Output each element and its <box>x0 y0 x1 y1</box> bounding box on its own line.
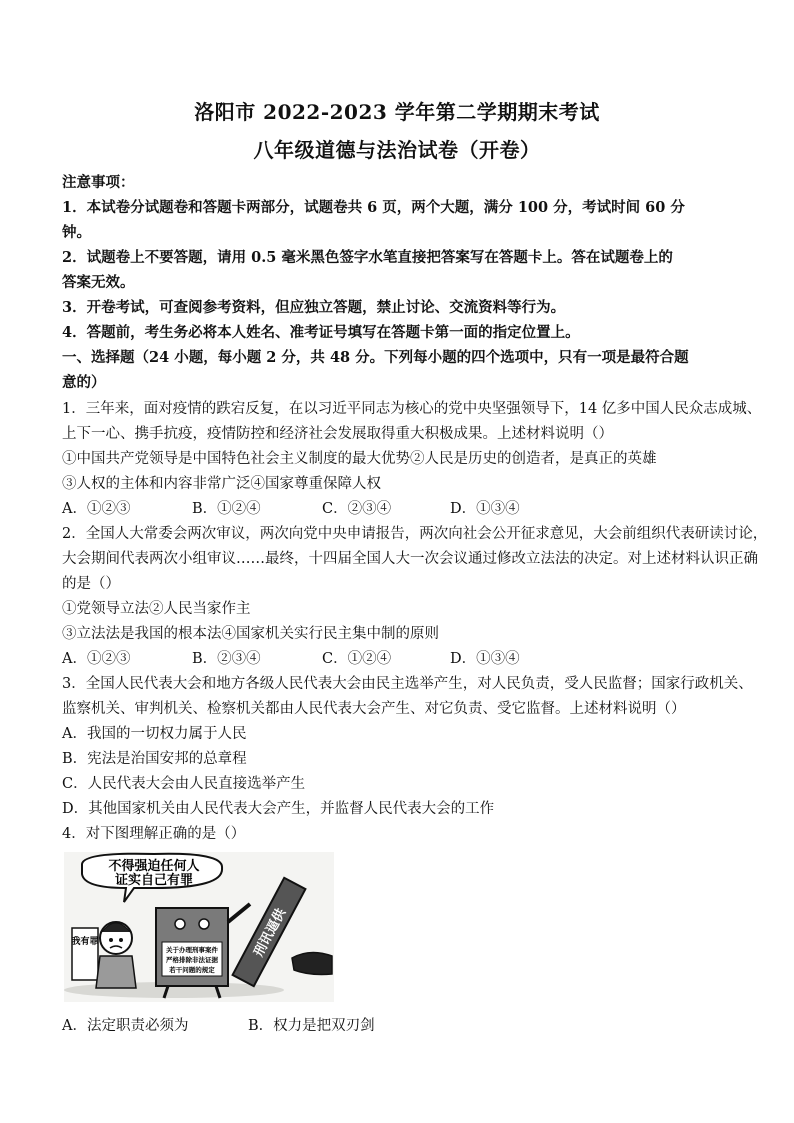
section-heading-cont: 意的） <box>62 374 106 391</box>
baton-text: 刑讯逼供 <box>251 906 290 960</box>
q3-option-a[interactable]: A．我国的一切权力属于人民 <box>62 726 247 742</box>
q2-stem: 大会期间代表两次小组审议……最终，十四届全国人大一次会议通过修改立法法的决定。对上述材料认识正确 <box>62 551 758 567</box>
q1-option-c[interactable]: C．②③④ <box>322 501 392 517</box>
person-body <box>96 956 136 988</box>
exam-title: 洛阳市 2022-2023 学年第二学期期末考试 <box>194 100 600 124</box>
q2-option-a[interactable]: A．①②③ <box>62 651 131 667</box>
notice-item: 钟。 <box>62 224 91 241</box>
book-title-1: 关于办理刑事案件 <box>166 946 218 954</box>
q1-option-b[interactable]: B．①②④ <box>192 501 261 517</box>
q1-option-a[interactable]: A．①②③ <box>62 501 131 517</box>
q2-option-b[interactable]: B．②③④ <box>192 651 261 667</box>
notice-item: 4．答题前，考生务必将本人姓名、准考证号填写在答题卡第一面的指定位置上。 <box>62 324 580 341</box>
q3-stem: 3．全国人民代表大会和地方各级人民代表大会由民主选举产生，对人民负责，受人民监督；国家行政机关、 <box>62 676 753 692</box>
q1-stem: 上下一心、携手抗疫，疫情防控和经济社会发展取得重大积极成果。上述材料说明（） <box>62 426 613 442</box>
q2-option-c[interactable]: C．①②④ <box>322 651 392 667</box>
q3-stem: 监察机关、审判机关、检察机关都由人民代表大会产生、对它负责、受它监督。上述材料说明（） <box>62 701 686 717</box>
q3-option-c[interactable]: C．人民代表大会由人民直接选举产生 <box>62 776 306 792</box>
q1-option-d[interactable]: D．①③④ <box>450 501 520 517</box>
q2-stem: 的是（） <box>62 576 120 592</box>
book-title-2: 严格排除非法证据 <box>166 956 218 964</box>
speech-line-2: 证实自己有罪 <box>114 873 194 888</box>
q4-option-a[interactable]: A．法定职责必须为 <box>62 1018 189 1034</box>
notice-heading: 注意事项： <box>62 174 135 191</box>
q4-stem: 4．对下图理解正确的是（） <box>62 826 246 842</box>
notice-item: 1．本试卷分试题卷和答题卡两部分，试题卷共 6 页，两个大题，满分 100 分，考试时间 60 分 <box>62 199 685 216</box>
sign-text: 我有罪 <box>71 937 99 947</box>
q3-option-d[interactable]: D．其他国家机关由人民代表大会产生，并监督人民代表大会的工作 <box>62 801 495 817</box>
cartoon-illustration <box>64 852 334 1002</box>
q2-option-d[interactable]: D．①③④ <box>450 651 520 667</box>
q4-option-b[interactable]: B．权力是把双刃剑 <box>248 1018 375 1034</box>
q1-statement: ①中国共产党领导是中国特色社会主义制度的最大优势②人民是历史的创造者，是真正的英雄 <box>62 451 657 467</box>
exam-subtitle: 八年级道德与法治试卷（开卷） <box>253 138 541 162</box>
notice-item: 3．开卷考试，可查阅参考资料，但应独立答题，禁止讨论、交流资料等行为。 <box>62 299 566 316</box>
speech-line-1: 不得强迫任何人 <box>108 859 200 874</box>
hand-sleeve <box>292 952 332 974</box>
q1-stem: 1．三年来，面对疫情的跌宕反复，在以习近平同志为核心的党中央坚强领导下，14 亿多中国人民众志成城、 <box>62 401 762 417</box>
sign-board <box>72 928 98 980</box>
q2-statement: ③立法法是我国的根本法④国家机关实行民主集中制的原则 <box>62 626 439 642</box>
notice-item: 2．试题卷上不要答题，请用 0.5 毫米黑色签字水笔直接把答案写在答题卡上。答在试题卷上的 <box>62 249 673 266</box>
q4-cartoon <box>64 852 334 1002</box>
notice-item: 答案无效。 <box>62 274 135 291</box>
q2-stem: 2．全国人大常委会两次审议，两次向党中央申请报告，两次向社会公开征求意见，大会前组织代表研读讨论， <box>62 526 768 542</box>
q1-statement: ③人权的主体和内容非常广泛④国家尊重保障人权 <box>62 476 381 492</box>
section-heading: 一、选择题（24 小题，每小题 2 分，共 48 分。下列每小题的四个选项中，只有一项是最符合题 <box>62 349 689 366</box>
q2-statement: ①党领导立法②人民当家作主 <box>62 601 251 617</box>
q3-option-b[interactable]: B．宪法是治国安邦的总章程 <box>62 751 247 767</box>
book-title-3: 若干问题的规定 <box>169 966 215 974</box>
